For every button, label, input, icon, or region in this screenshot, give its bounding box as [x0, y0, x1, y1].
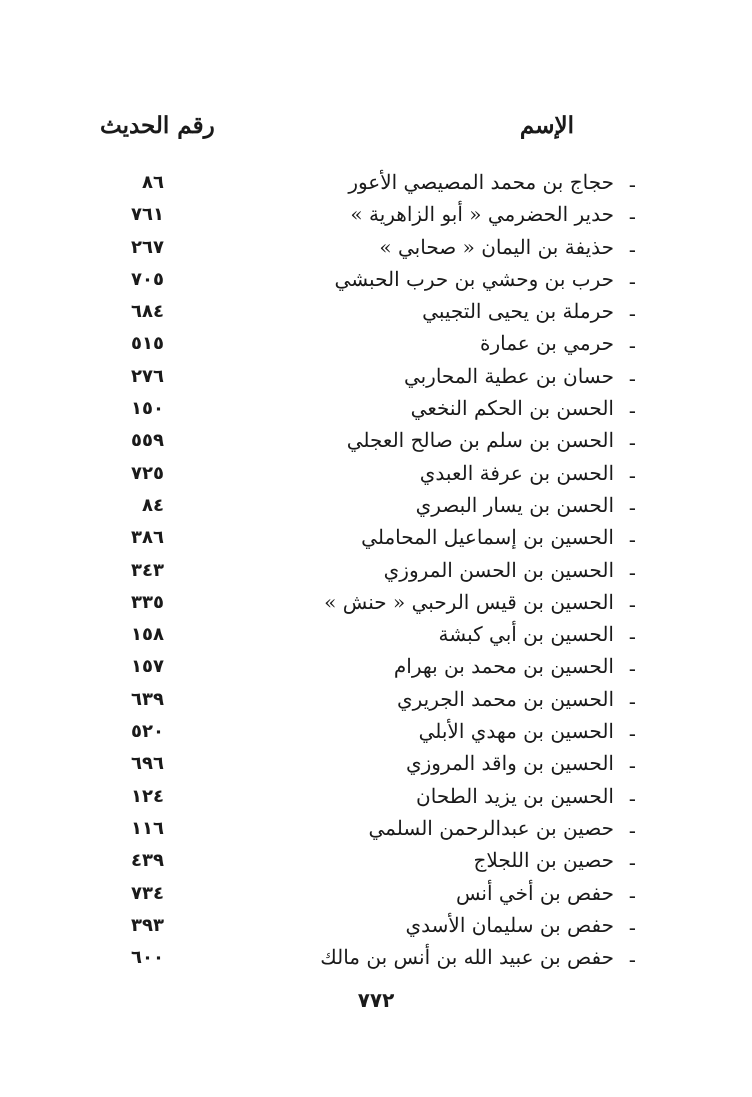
- list-dash: -: [628, 399, 636, 424]
- list-item: [0, 428, 752, 460]
- list-item: [0, 848, 752, 880]
- list-dash: -: [628, 948, 636, 973]
- list-dash: -: [628, 173, 636, 197]
- narrator-name: حجاج بن محمد المصيصي الأعور: [348, 170, 614, 194]
- narrator-name: حصين بن اللجلاج: [473, 848, 614, 873]
- list-item: [0, 913, 752, 945]
- narrator-name: حرملة بن يحيى التجيبي: [422, 299, 614, 324]
- hadith-number: ٥١٥: [131, 333, 164, 355]
- narrator-name: الحسين بن يزيد الطحان: [416, 783, 614, 808]
- list-item: [0, 622, 752, 654]
- list-dash: -: [628, 528, 636, 553]
- list-dash: -: [628, 431, 636, 456]
- hadith-number: ٧٣٤: [131, 882, 164, 904]
- list-dash: -: [628, 818, 636, 843]
- hadith-number: ٦٠٠: [131, 947, 164, 969]
- list-item: [0, 945, 752, 977]
- narrator-index-list: [0, 170, 752, 977]
- hadith-number: ١١٦: [131, 817, 164, 839]
- hadith-number: ٣٨٦: [131, 527, 164, 549]
- narrator-name: الحسين بن واقد المروزي: [405, 751, 614, 776]
- list-item: [0, 396, 752, 428]
- narrator-name: حرمي بن عمارة: [479, 331, 614, 356]
- list-dash: -: [628, 851, 636, 876]
- narrator-name: الحسين بن محمد الجريري: [396, 686, 614, 711]
- list-item: [0, 267, 752, 299]
- narrator-name: حصين بن عبدالرحمن السلمي: [368, 815, 614, 840]
- list-dash: -: [628, 625, 636, 650]
- list-item: [0, 493, 752, 525]
- narrator-name: حفص بن عبيد الله بن أنس بن مالك: [320, 945, 614, 970]
- list-dash: -: [628, 754, 636, 779]
- list-dash: -: [628, 302, 636, 327]
- list-dash: -: [628, 657, 636, 682]
- hadith-number: ٣٤٣: [131, 559, 164, 581]
- narrator-name: حرب بن وحشي بن حرب الحبشي: [334, 266, 614, 291]
- page-number: ٧٧٢: [357, 988, 395, 1012]
- list-item: [0, 881, 752, 913]
- list-dash: -: [628, 883, 636, 908]
- list-dash: -: [628, 689, 636, 714]
- list-item: [0, 525, 752, 557]
- hadith-number: ٦٨٤: [131, 301, 164, 323]
- list-item: [0, 461, 752, 493]
- list-item: [0, 235, 752, 267]
- list-item: [0, 202, 752, 234]
- column-header: [0, 112, 752, 148]
- hadith-number: ٣٩٣: [131, 914, 164, 936]
- narrator-name: الحسين بن مهدي الأبلي: [418, 719, 614, 744]
- narrator-name: الحسين بن الحسن المروزي: [383, 557, 614, 582]
- hadith-number-column-heading: رقم الحديث: [100, 112, 215, 139]
- name-column-heading: الإسم: [519, 112, 574, 139]
- list-dash: -: [628, 463, 636, 488]
- narrator-name: الحسن بن سلم بن صالح العجلي: [346, 428, 614, 453]
- hadith-number: ٧٦١: [131, 204, 164, 226]
- narrator-name: الحسين بن أبي كبشة: [438, 622, 614, 647]
- hadith-number: ٨٤: [142, 494, 164, 516]
- list-item: [0, 331, 752, 363]
- hadith-number: ١٥٠: [131, 398, 164, 420]
- list-dash: -: [628, 237, 636, 262]
- list-item: [0, 299, 752, 331]
- list-dash: -: [628, 592, 636, 617]
- hadith-number: ٤٣٩: [131, 850, 164, 872]
- hadith-number: ١٥٨: [131, 624, 164, 646]
- list-item: [0, 558, 752, 590]
- hadith-number: ٦٣٩: [131, 688, 164, 710]
- narrator-name: حدير الحضرمي « أبو الزاهرية »: [350, 202, 614, 227]
- list-dash: -: [628, 205, 636, 230]
- narrator-name: الحسن بن الحكم النخعي: [410, 396, 614, 421]
- list-dash: -: [628, 915, 636, 940]
- narrator-name: حذيفة بن اليمان « صحابي »: [379, 234, 614, 259]
- list-dash: -: [628, 786, 636, 811]
- list-dash: -: [628, 722, 636, 747]
- hadith-number: ٥٥٩: [131, 430, 164, 452]
- list-item: [0, 687, 752, 719]
- list-item: [0, 590, 752, 622]
- narrator-name: الحسن بن عرفة العبدي: [419, 460, 614, 485]
- narrator-name: حفص بن أخي أنس: [455, 880, 614, 905]
- list-item: [0, 719, 752, 751]
- narrator-name: الحسين بن محمد بن بهرام: [393, 654, 614, 679]
- list-dash: -: [628, 560, 636, 585]
- narrator-name: الحسن بن يسار البصري: [415, 492, 614, 517]
- hadith-number: ٨٦: [142, 172, 164, 193]
- hadith-number: ٢٧٦: [131, 365, 164, 387]
- hadith-number: ٣٣٥: [131, 591, 164, 613]
- list-dash: -: [628, 495, 636, 520]
- hadith-number: ٦٩٦: [131, 753, 164, 775]
- hadith-number: ١٥٧: [131, 656, 164, 678]
- hadith-number: ١٢٤: [131, 785, 164, 807]
- list-item: [0, 784, 752, 816]
- list-dash: -: [628, 269, 636, 294]
- list-item: [0, 654, 752, 686]
- list-item: [0, 816, 752, 848]
- hadith-number: ٧٠٥: [131, 268, 164, 290]
- hadith-number: ٥٢٠: [131, 721, 164, 743]
- hadith-number: ٧٢٥: [131, 462, 164, 484]
- list-dash: -: [628, 334, 636, 359]
- list-item: [0, 170, 752, 202]
- narrator-name: الحسين بن قيس الرحبي « حنش »: [324, 589, 614, 614]
- list-dash: -: [628, 366, 636, 391]
- list-item: [0, 364, 752, 396]
- list-item: [0, 751, 752, 783]
- narrator-name: حسان بن عطية المحاربي: [403, 363, 614, 388]
- hadith-number: ٢٦٧: [131, 236, 164, 258]
- narrator-name: حفص بن سليمان الأسدي: [405, 912, 614, 937]
- narrator-name: الحسين بن إسماعيل المحاملي: [361, 525, 614, 550]
